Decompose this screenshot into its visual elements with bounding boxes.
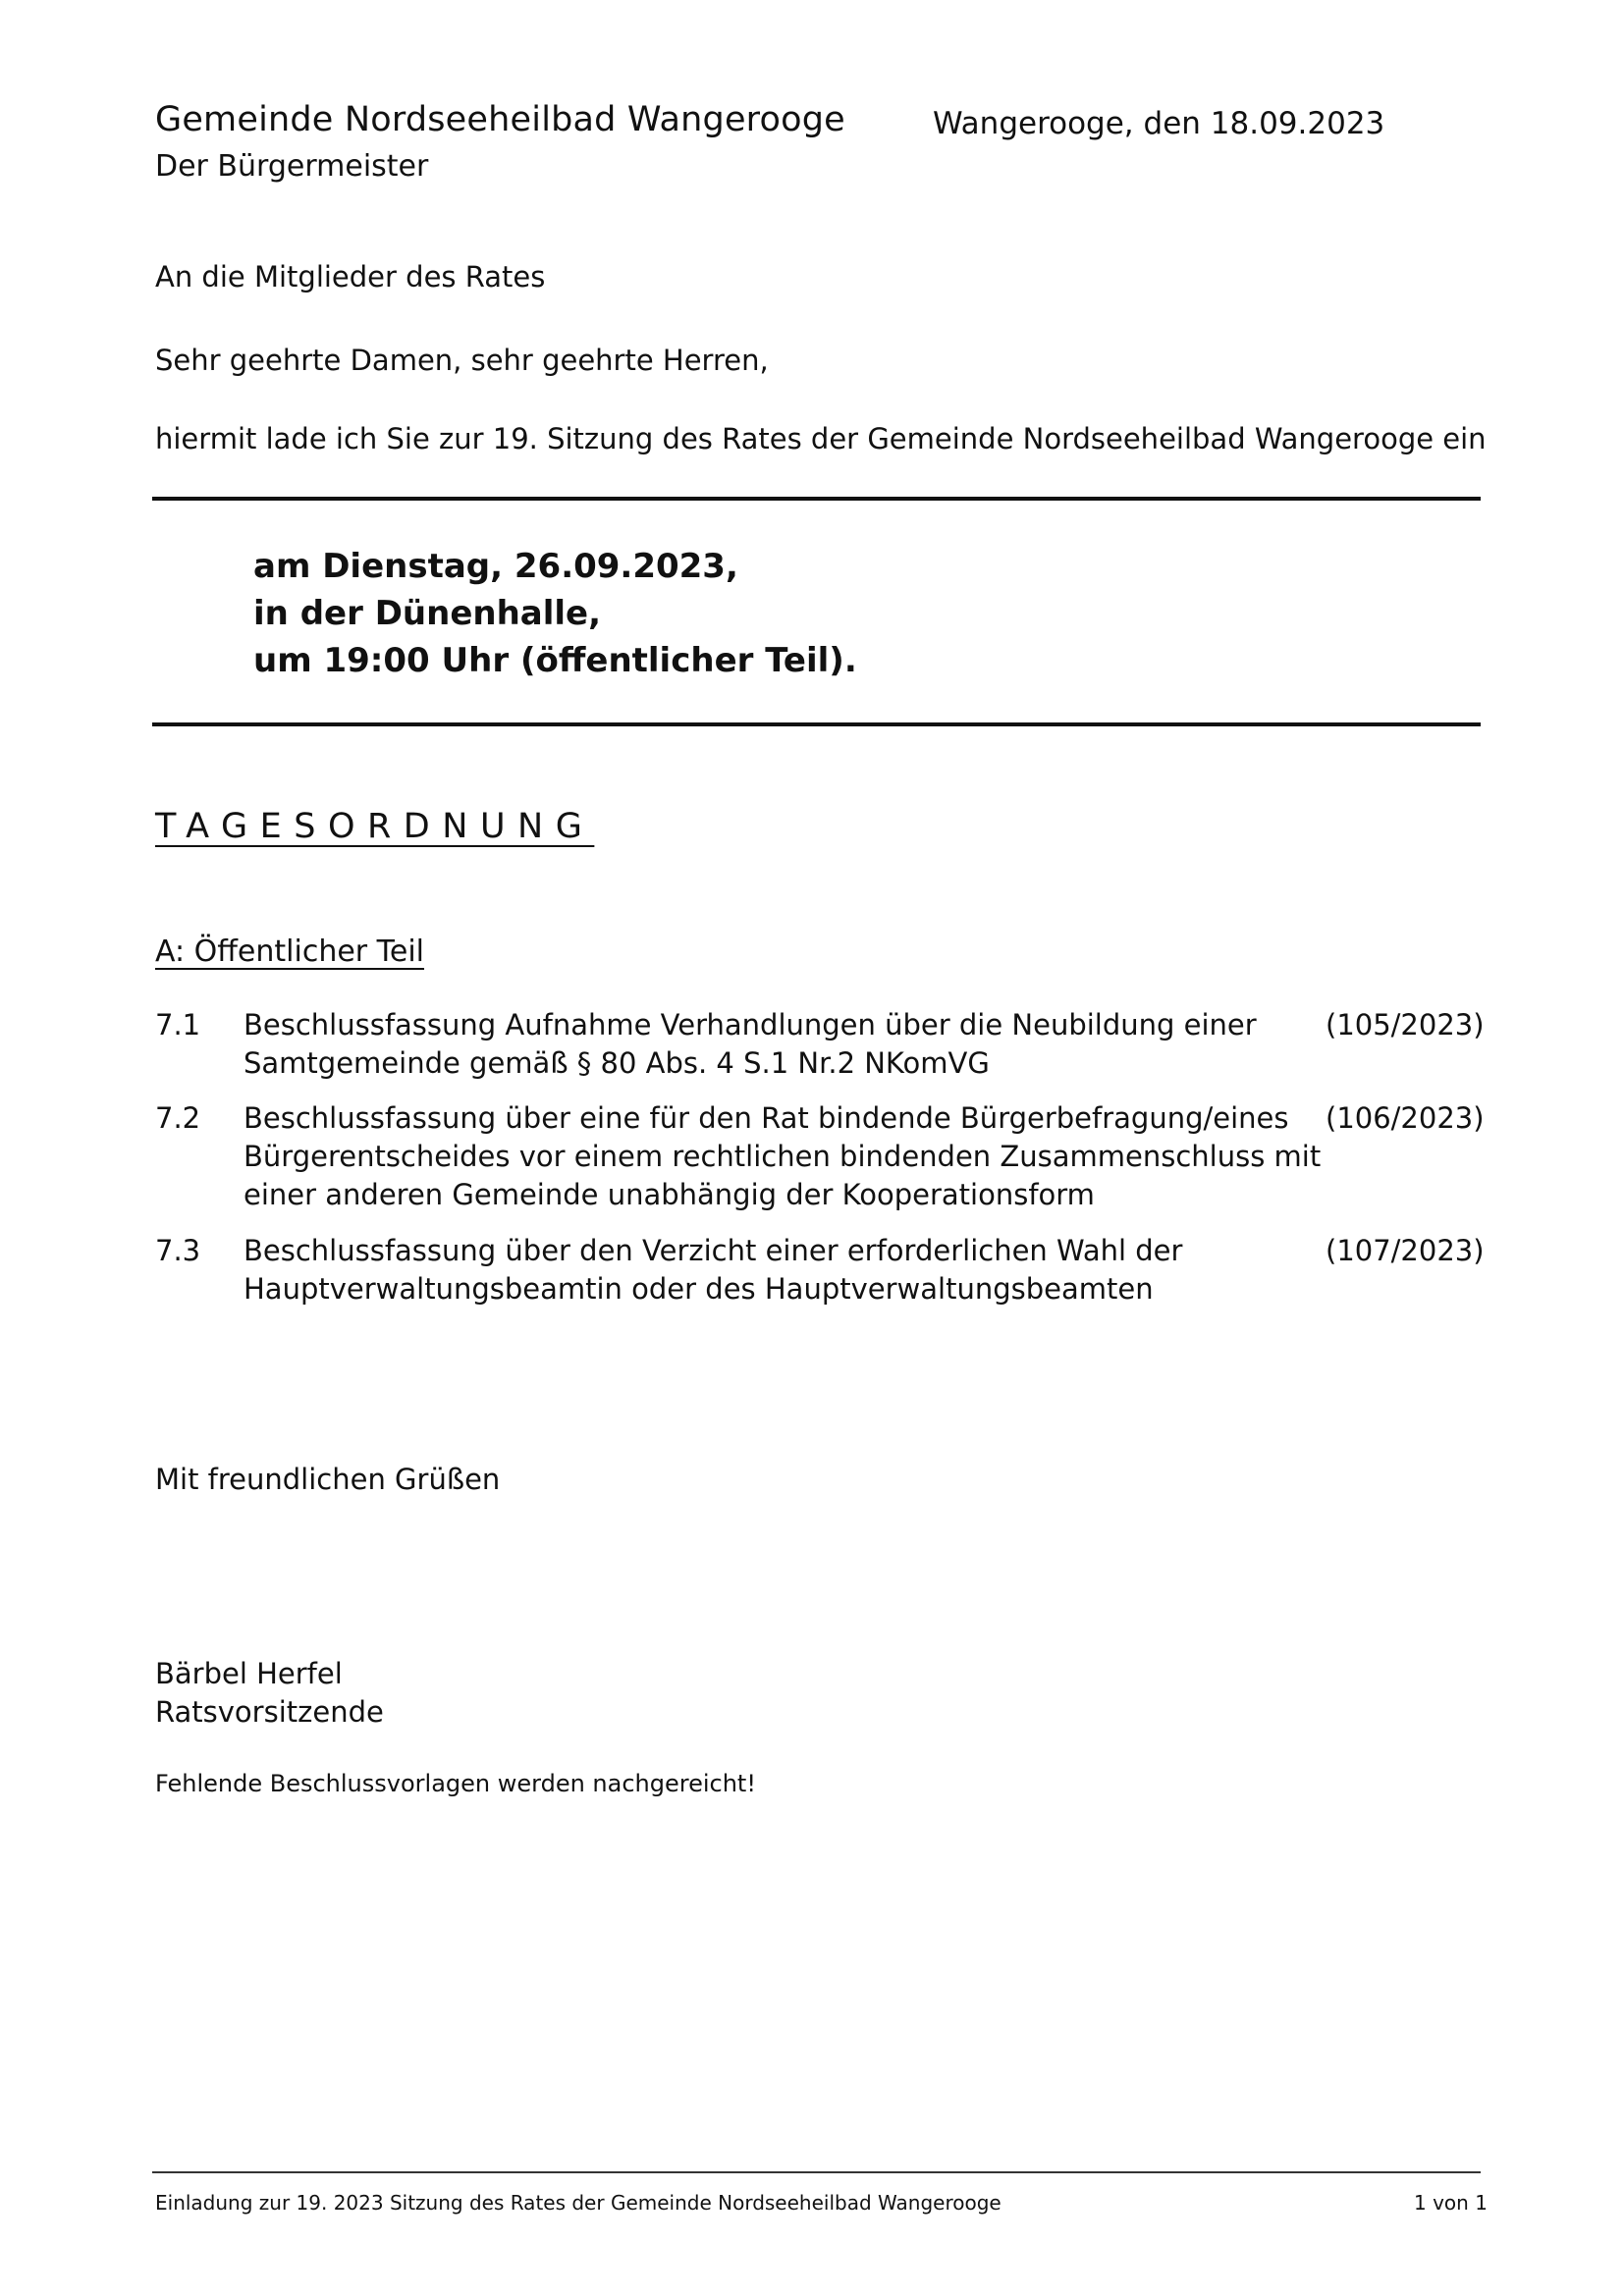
page-number: 1 von 1 <box>1414 2191 1488 2215</box>
recipient-line: An die Mitglieder des Rates <box>155 260 546 294</box>
section-title: A: Öffentlicher Teil <box>155 934 425 969</box>
agenda-item-line: Beschlussfassung über eine für den Rat bindende Bürgerbefragung/eines <box>244 1101 1289 1135</box>
invitation-intro: hiermit lade ich Sie zur 19. Sitzung des Rates der Gemeinde Nordseeheilbad Wangerooge ein <box>155 422 1487 455</box>
meeting-details <box>253 543 857 684</box>
meeting-time: um 19:00 Uhr (öffentlicher Teil). <box>253 641 857 680</box>
agenda-heading: TAGESORDNUNG <box>155 807 595 846</box>
meeting-date: am Dienstag, 26.09.2023, <box>253 547 738 586</box>
signer-name: Bärbel Herfel <box>155 1657 343 1690</box>
agenda-item-line: Beschlussfassung Aufnahme Verhandlungen über die Neubildung einer <box>244 1008 1257 1041</box>
divider-bottom <box>152 722 1481 726</box>
agenda-item-number: 7.3 <box>155 1234 201 1267</box>
meeting-location: in der Dünenhalle, <box>253 594 602 633</box>
agenda-item-line: einer anderen Gemeinde unabhängig der Kooperationsform <box>244 1178 1095 1211</box>
agenda-item-line: Hauptverwaltungsbeamtin oder des Hauptverwaltungsbeamten <box>244 1272 1154 1306</box>
footer-title: Einladung zur 19. 2023 Sitzung des Rates der Gemeinde Nordseeheilbad Wangerooge <box>155 2191 1001 2215</box>
signature-block <box>155 1655 384 1732</box>
footnote-remark: Fehlende Beschlussvorlagen werden nachgereicht! <box>155 1770 756 1797</box>
agenda-item-text <box>244 1232 1363 1308</box>
closing-greeting: Mit freundlichen Grüßen <box>155 1463 501 1496</box>
agenda-item-line: Beschlussfassung über den Verzicht einer erforderlichen Wahl der <box>244 1234 1183 1267</box>
sender-title: Der Bürgermeister <box>155 149 429 184</box>
letter-date: Wangerooge, den 18.09.2023 <box>933 106 1385 141</box>
agenda-item-reference: (105/2023) <box>1326 1008 1485 1041</box>
agenda-item-number: 7.1 <box>155 1008 201 1041</box>
agenda-item-text <box>244 1099 1363 1214</box>
agenda-item-reference: (107/2023) <box>1326 1234 1485 1267</box>
salutation: Sehr geehrte Damen, sehr geehrte Herren, <box>155 344 769 377</box>
organization-name: Gemeinde Nordseeheilbad Wangerooge <box>155 100 845 139</box>
agenda-item-text <box>244 1006 1363 1083</box>
agenda-item-line: Bürgerentscheides vor einem rechtlichen bindenden Zusammenschluss mit <box>244 1140 1322 1173</box>
agenda-item-number: 7.2 <box>155 1101 201 1135</box>
signer-role: Ratsvorsitzende <box>155 1695 384 1729</box>
footer-divider <box>152 2171 1481 2173</box>
agenda-item-line: Samtgemeinde gemäß § 80 Abs. 4 S.1 Nr.2 NKomVG <box>244 1046 990 1080</box>
divider-top <box>152 497 1481 501</box>
agenda-item-reference: (106/2023) <box>1326 1101 1485 1135</box>
